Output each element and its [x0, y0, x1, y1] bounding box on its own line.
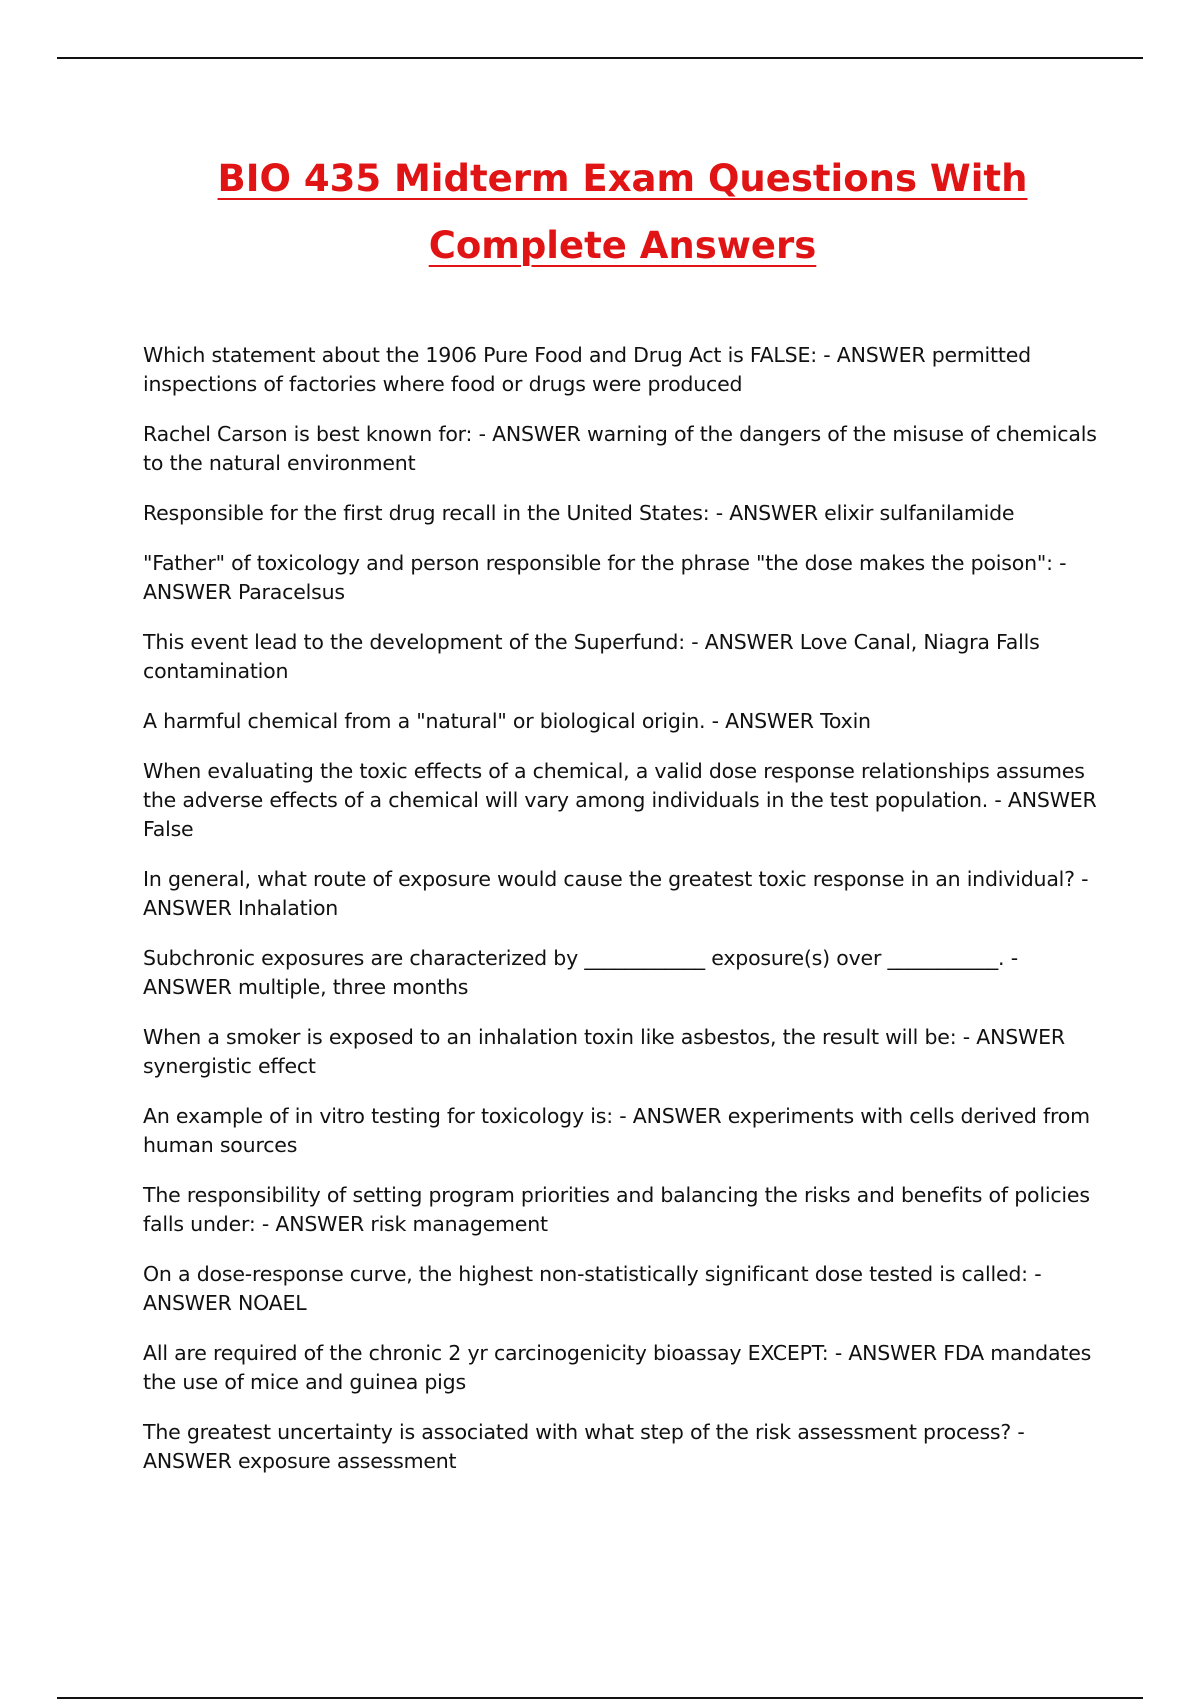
top-rule [57, 57, 1143, 59]
qa-item: This event lead to the development of the Superfund: - ANSWER Love Canal, Niagra Falls contamination [143, 630, 1040, 683]
title-line-2: Complete Answers [428, 224, 817, 267]
qa-item: An example of in vitro testing for toxicology is: - ANSWER experiments with cells derived from human sources [143, 1104, 1090, 1157]
qa-item: Responsible for the first drug recall in the United States: - ANSWER elixir sulfanilamide [143, 501, 1015, 525]
qa-item: Rachel Carson is best known for: - ANSWER warning of the dangers of the misuse of chemicals to the natural environment [143, 422, 1097, 475]
qa-item: The responsibility of setting program priorities and balancing the risks and benefits of policies falls under: - ANSWER risk management [143, 1183, 1090, 1236]
qa-item: Which statement about the 1906 Pure Food and Drug Act is FALSE: - ANSWER permitted inspections of factories where food or drugs were produced [143, 343, 1031, 396]
qa-item: A harmful chemical from a "natural" or biological origin. - ANSWER Toxin [143, 709, 871, 733]
qa-list [143, 341, 1098, 1497]
qa-item: "Father" of toxicology and person responsible for the phrase "the dose makes the poison": - ANSWER Paracelsus [143, 551, 1067, 604]
qa-item: The greatest uncertainty is associated with what step of the risk assessment process? - ANSWER exposure assessment [143, 1420, 1025, 1473]
title-line-1: BIO 435 Midterm Exam Questions With [217, 157, 1028, 200]
qa-item: In general, what route of exposure would cause the greatest toxic response in an individual? - ANSWER Inhalation [143, 867, 1089, 920]
qa-item: On a dose-response curve, the highest non-statistically significant dose tested is called: - ANSWER NOAEL [143, 1262, 1042, 1315]
qa-item: When evaluating the toxic effects of a chemical, a valid dose response relationships assumes the adverse effects of a chemical will vary among individuals in the test population. - ANSWER False [143, 759, 1097, 841]
bottom-rule [57, 1697, 1143, 1699]
qa-item: Subchronic exposures are characterized by ____________ exposure(s) over ___________. - ANSWER multiple, three months [143, 946, 1018, 999]
qa-item: When a smoker is exposed to an inhalation toxin like asbestos, the result will be: - ANSWER synergistic effect [143, 1025, 1065, 1078]
qa-item: All are required of the chronic 2 yr carcinogenicity bioassay EXCEPT: - ANSWER FDA mandates the use of mice and guinea pigs [143, 1341, 1092, 1394]
document-title [140, 145, 1105, 279]
